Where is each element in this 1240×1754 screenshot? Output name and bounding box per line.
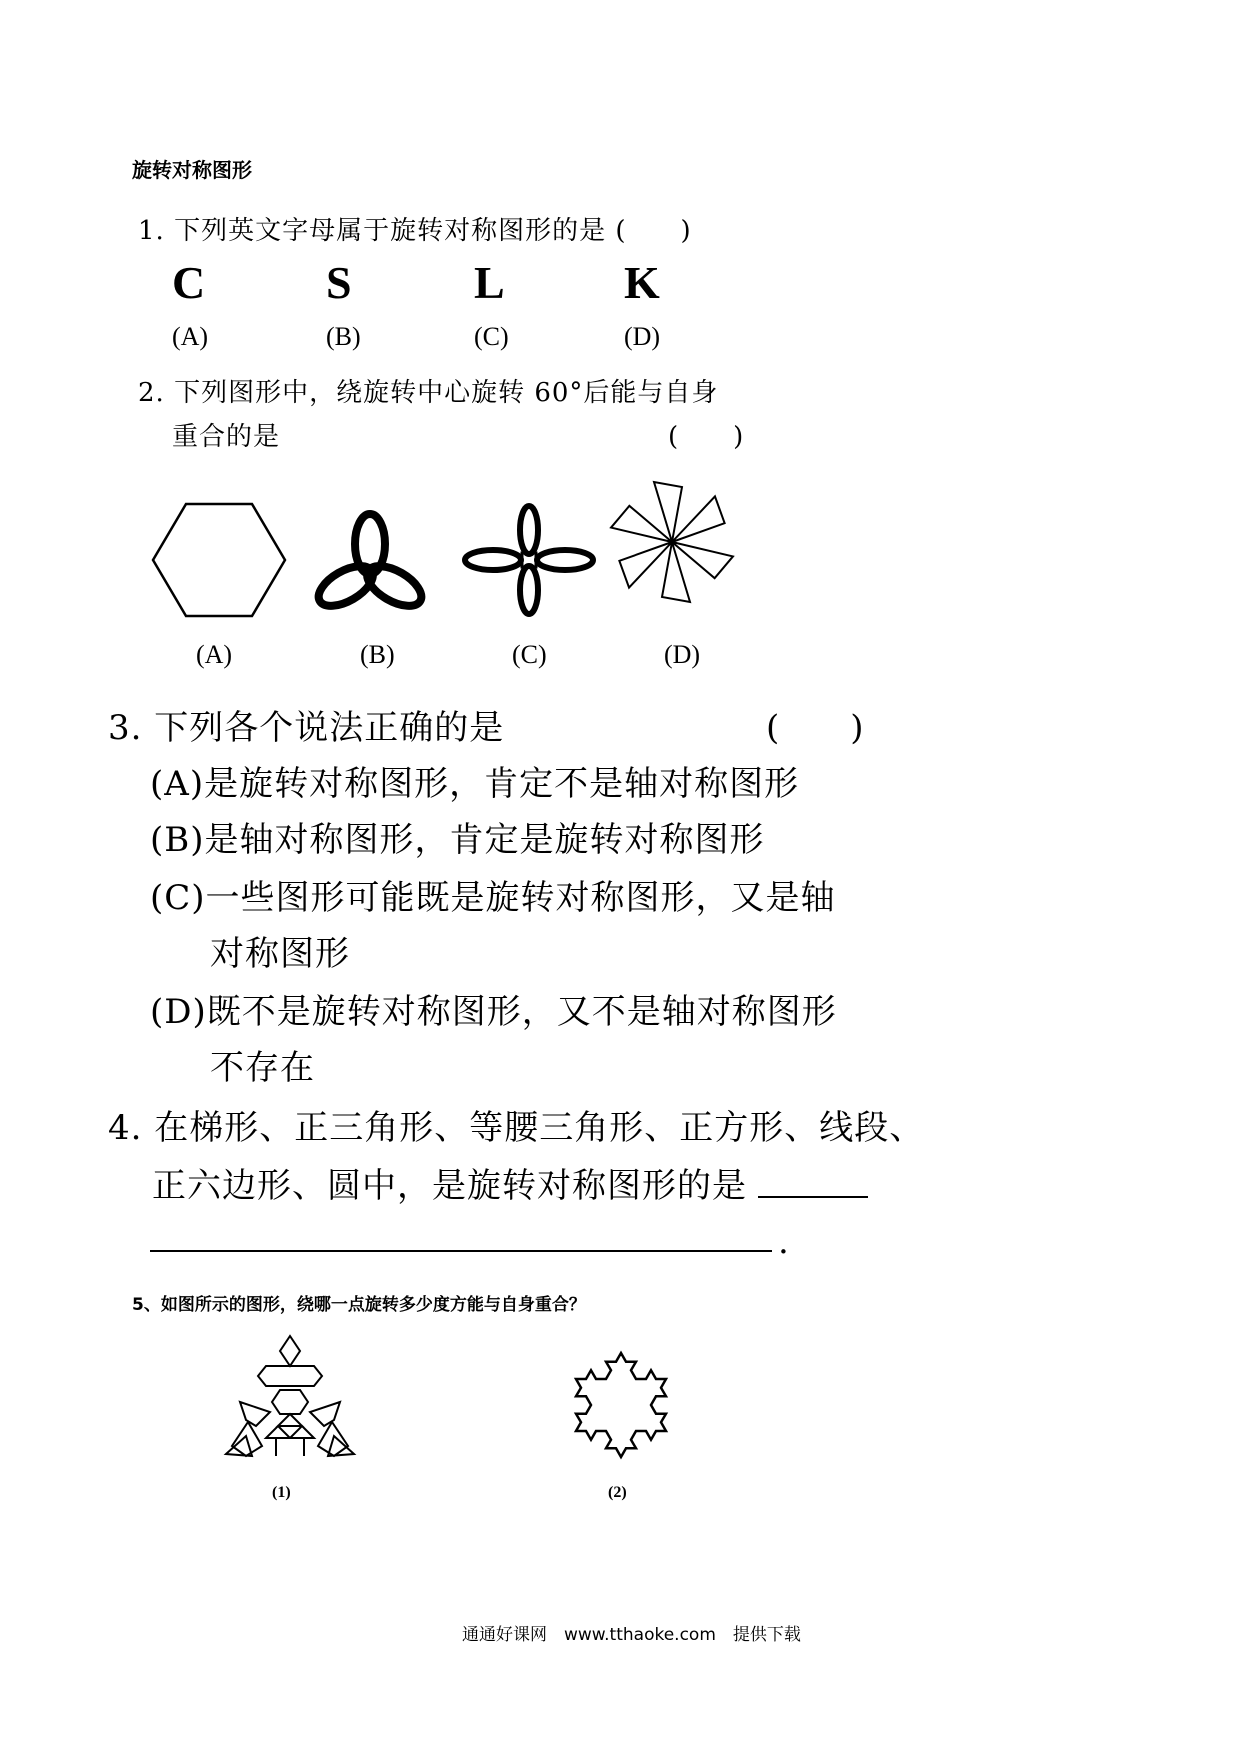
hexagon-icon: [150, 500, 290, 620]
q3-option-d-line2: 不存在: [210, 1048, 315, 1088]
q2-label-a: (A): [196, 640, 233, 669]
q3-option-a: (A)是旋转对称图形，肯定不是轴对称图形: [150, 764, 800, 804]
three-leaf-icon: [305, 510, 435, 625]
q1-label-d: (D): [624, 322, 661, 351]
question-1-text: 1. 下列英文字母属于旋转对称图形的是 ( ): [138, 216, 692, 246]
question-4-line2: 正六边形、圆中，是旋转对称图形的是: [152, 1166, 747, 1206]
page-heading: 旋转对称图形: [132, 158, 252, 182]
q3-option-c-line1: (C)一些图形可能既是旋转对称图形，又是轴: [150, 878, 836, 918]
q3-option-b: (B)是轴对称图形，肯定是旋转对称图形: [150, 820, 765, 860]
letter-option-a: C: [172, 257, 206, 308]
question-3-paren: ( ): [766, 708, 865, 748]
koch-snowflake-icon: [556, 1340, 686, 1470]
question-2-line1: 2. 下列图形中，绕旋转中心旋转 60°后能与自身: [138, 378, 719, 408]
q5-label-1: (1): [272, 1484, 291, 1501]
q3-option-c-line2: 对称图形: [210, 934, 350, 974]
q1-label-b: (B): [326, 322, 361, 351]
pinwheel-icon: [600, 478, 750, 628]
answer-blank-1[interactable]: [758, 1196, 868, 1198]
footer-text: 通通好课网 www.tthaoke.com 提供下载: [462, 1625, 801, 1645]
question-4-end: .: [778, 1222, 790, 1262]
question-3-stem: 3. 下列各个说法正确的是: [108, 708, 505, 748]
four-petal-icon: [464, 500, 594, 620]
answer-blank-2[interactable]: [150, 1250, 772, 1252]
question-4-line1: 4. 在梯形、正三角形、等腰三角形、正方形、线段、: [108, 1108, 925, 1148]
letter-option-b: S: [326, 257, 352, 308]
q2-label-c: (C): [512, 640, 547, 669]
letter-option-d: K: [624, 257, 660, 308]
q1-label-c: (C): [474, 322, 509, 351]
question-2-line2: 重合的是: [172, 422, 281, 452]
q5-label-2: (2): [608, 1484, 627, 1501]
question-5-text: 5、如图所示的图形，绕哪一点旋转多少度方能与自身重合？: [132, 1295, 586, 1315]
question-2-paren: ( ): [668, 422, 745, 452]
q2-label-b: (B): [360, 640, 395, 669]
q1-label-a: (A): [172, 322, 209, 351]
tangram-figure-icon: [222, 1336, 362, 1466]
q2-label-d: (D): [664, 640, 701, 669]
letter-option-c: L: [474, 257, 505, 308]
q3-option-d-line1: (D)既不是旋转对称图形，又不是轴对称图形: [150, 992, 837, 1032]
